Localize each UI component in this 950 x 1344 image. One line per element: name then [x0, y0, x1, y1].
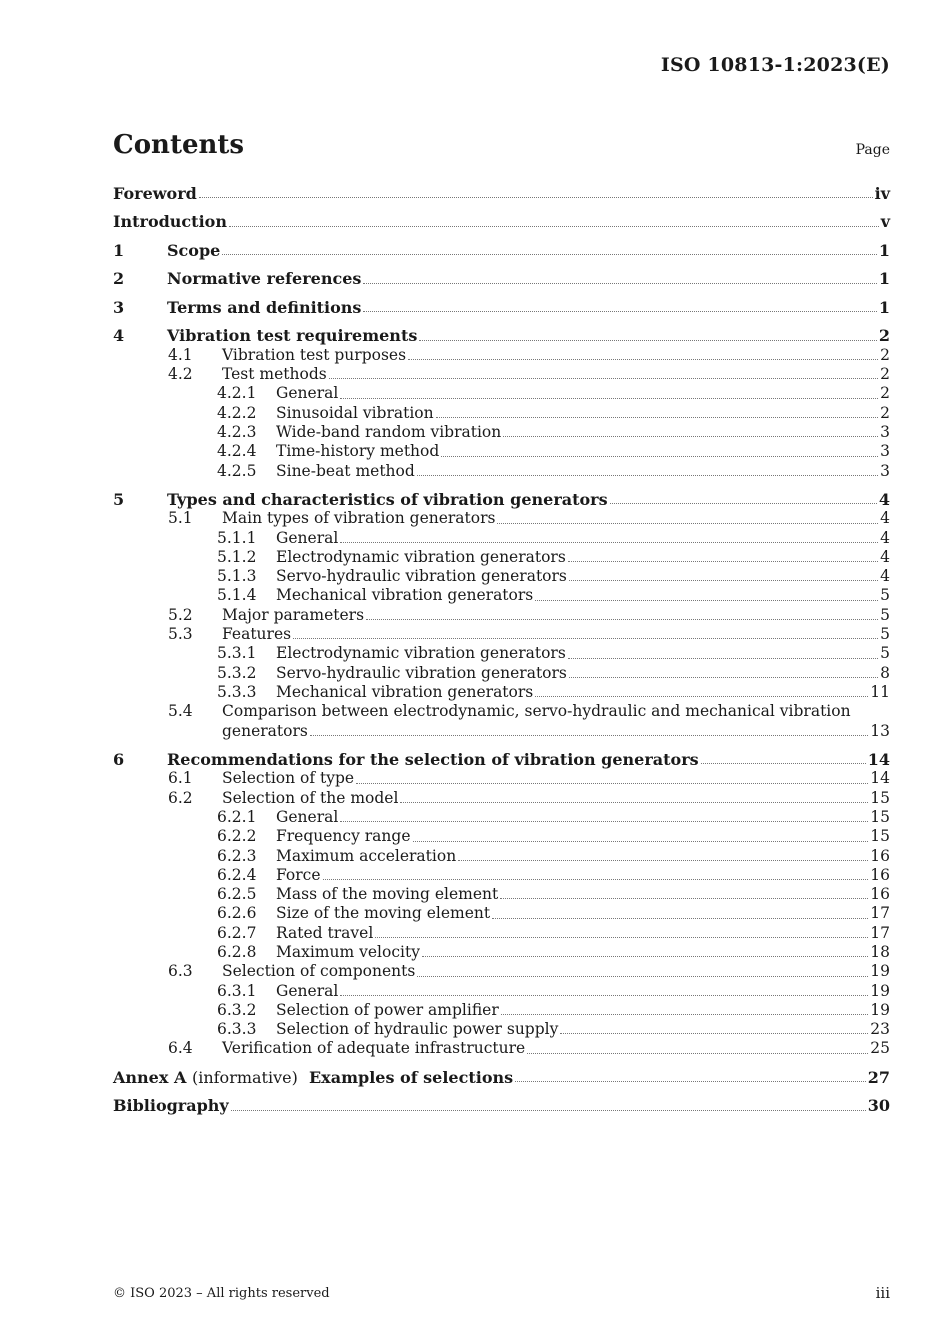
toc-entry-page: 3 — [880, 422, 890, 441]
toc-entry-page: 19 — [870, 1000, 890, 1019]
toc-entry[interactable] — [113, 625, 890, 644]
toc-entry[interactable] — [113, 1096, 890, 1115]
dot-leader — [229, 226, 879, 227]
toc-entry-title-continuation: generators — [222, 721, 308, 740]
toc-entry-page: 16 — [870, 846, 890, 865]
dot-leader — [701, 763, 866, 764]
toc-entry-page: 5 — [880, 625, 890, 644]
toc-entry-title: Foreword — [113, 184, 197, 203]
toc-entry-number: 5.3.2 — [217, 663, 257, 682]
dot-leader — [569, 677, 878, 678]
toc-entry-number: 1 — [113, 240, 125, 260]
toc-entry[interactable] — [113, 1039, 890, 1058]
dot-leader — [422, 956, 868, 957]
toc-entry[interactable] — [113, 423, 890, 442]
toc-entry-page: 16 — [870, 885, 890, 904]
toc-entry[interactable] — [113, 404, 890, 423]
toc-entry-title: General — [276, 384, 339, 403]
toc-entry-title: Introduction — [113, 212, 227, 232]
toc-entry-page: 27 — [867, 1067, 890, 1087]
toc-entry-page: 16 — [870, 865, 890, 884]
toc-entry-number: 5.1.4 — [217, 586, 257, 605]
toc-entry-title: Sinusoidal vibration — [276, 403, 434, 422]
toc-entry[interactable] — [113, 789, 890, 808]
toc-entry[interactable] — [113, 1068, 890, 1087]
dot-leader — [492, 918, 868, 919]
toc-entry[interactable] — [113, 808, 890, 827]
toc-entry-number: 6.2.7 — [217, 923, 257, 942]
toc-entry-title: Recommendations for the selection of vibration generators — [167, 750, 699, 770]
toc-entry-title: Selection of hydraulic power supply — [276, 1020, 559, 1039]
toc-entry-number: 6.2 — [168, 788, 193, 807]
dot-leader — [323, 879, 869, 880]
toc-entry-title: Frequency range — [276, 827, 411, 846]
toc-entry-number: 4.2 — [168, 365, 193, 384]
toc-entry-title: Features — [222, 625, 292, 644]
toc-entry-number: 4 — [113, 326, 125, 346]
dot-leader — [568, 658, 878, 659]
toc-entry-title: General — [276, 528, 339, 547]
toc-entry-title: Sine-beat method — [276, 461, 415, 480]
toc-entry-number: 5 — [113, 489, 125, 509]
toc-entry-page: 5 — [880, 644, 890, 663]
table-of-contents — [113, 184, 890, 1116]
toc-entry-number: 5.2 — [168, 605, 193, 624]
toc-entry-number: 6.2.2 — [217, 827, 257, 846]
toc-entry[interactable] — [113, 346, 890, 365]
dot-leader — [340, 995, 868, 996]
dot-leader — [222, 254, 877, 255]
dot-leader — [400, 802, 868, 803]
toc-entry-number: 5.3.3 — [217, 682, 257, 701]
toc-entry-page: 17 — [870, 904, 890, 923]
toc-entry-title: Vibration test requirements — [167, 326, 418, 346]
toc-entry-title: Time-history method — [276, 442, 440, 461]
toc-entry-title: Selection of type — [222, 769, 355, 788]
toc-entry[interactable] — [113, 298, 890, 317]
toc-entry-page: 14 — [867, 750, 890, 770]
toc-entry-page: 4 — [880, 567, 890, 586]
toc-entry-number: 3 — [113, 297, 125, 317]
toc-entry[interactable] — [113, 1020, 890, 1039]
dot-leader — [366, 619, 878, 620]
dot-leader — [356, 783, 868, 784]
toc-entry-page: 1 — [878, 269, 890, 289]
toc-entry[interactable] — [113, 769, 890, 788]
dot-leader — [503, 436, 878, 437]
toc-entry[interactable] — [113, 365, 890, 384]
toc-entry-page: 2 — [878, 326, 890, 346]
toc-entry[interactable] — [113, 462, 890, 481]
copyright-notice: © ISO 2023 – All rights reserved — [113, 1286, 330, 1301]
toc-entry-page: 13 — [870, 721, 890, 740]
toc-entry-title: Scope — [167, 240, 221, 260]
toc-entry-title: Main types of vibration generators — [222, 509, 496, 528]
dot-leader — [610, 503, 877, 504]
toc-entry[interactable] — [113, 904, 890, 923]
toc-entry-page: 18 — [870, 943, 890, 961]
dot-leader — [293, 638, 878, 639]
toc-entry-title: Mechanical vibration generators — [276, 586, 534, 605]
dot-leader — [375, 937, 868, 938]
toc-entry-number: 6.1 — [168, 769, 193, 788]
toc-entry[interactable] — [113, 548, 890, 567]
toc-entry-number: 6.2.6 — [217, 904, 257, 923]
toc-entry-page: 1 — [878, 240, 890, 260]
toc-entry[interactable] — [113, 683, 890, 702]
toc-entry-title: Selection of power amplifier — [276, 1000, 499, 1019]
toc-entry-number: 6.2.8 — [217, 943, 257, 961]
dot-leader — [458, 860, 868, 861]
annex-label: Annex A — [113, 1067, 187, 1087]
toc-entry-title: Comparison between electrodynamic, servo-hydraulic and mechanical vibration — [222, 702, 851, 721]
annex-note: (informative) — [191, 1067, 298, 1087]
dot-leader — [515, 1081, 866, 1082]
toc-entry[interactable] — [113, 1001, 890, 1020]
dot-leader — [340, 542, 878, 543]
toc-entry[interactable] — [113, 212, 890, 231]
toc-entry-page: 15 — [870, 807, 890, 826]
toc-entry-title: Major parameters — [222, 605, 365, 624]
toc-entry-title: Electrodynamic vibration generators — [276, 644, 566, 663]
dot-leader — [363, 283, 876, 284]
dot-leader — [501, 1014, 869, 1015]
toc-entry[interactable] — [113, 269, 890, 288]
toc-entry-page: 19 — [870, 962, 890, 981]
toc-entry[interactable] — [113, 885, 890, 904]
toc-entry-title: Servo-hydraulic vibration generators — [276, 567, 567, 586]
toc-entry-page: 4 — [880, 547, 890, 566]
document-id: ISO 10813-1:2023(E) — [660, 54, 890, 76]
toc-entry-title: Types and characteristics of vibration generators — [167, 489, 608, 509]
toc-entry-number: 6.2.1 — [217, 807, 257, 826]
toc-entry-title: Electrodynamic vibration generators — [276, 547, 566, 566]
toc-entry-number: 4.2.4 — [217, 442, 257, 461]
toc-entry-page: 1 — [878, 297, 890, 317]
toc-entry-page: 8 — [880, 663, 890, 682]
toc-entry-title: General — [276, 981, 339, 1000]
toc-entry-page: 2 — [880, 345, 890, 364]
toc-entry-title: Maximum velocity — [276, 943, 420, 961]
toc-entry[interactable] — [113, 384, 890, 403]
toc-entry-number: 5.1.1 — [217, 528, 257, 547]
dot-leader — [500, 898, 868, 899]
toc-entry-number: 4.1 — [168, 345, 193, 364]
toc-entry-title: Force — [276, 865, 321, 884]
toc-entry-number: 5.1.3 — [217, 567, 257, 586]
dot-leader — [329, 378, 878, 379]
dot-leader — [436, 417, 879, 418]
toc-entry[interactable] — [113, 943, 890, 962]
toc-entry[interactable] — [113, 529, 890, 548]
toc-entry-page: iv — [874, 184, 890, 203]
toc-entry-number: 6.2.3 — [217, 846, 257, 865]
contents-heading: Contents — [113, 130, 245, 160]
toc-entry[interactable] — [113, 982, 890, 1001]
dot-leader — [535, 696, 868, 697]
toc-entry-title: Mass of the moving element — [276, 885, 499, 904]
toc-entry-number: 5.3.1 — [217, 644, 257, 663]
dot-leader — [535, 600, 878, 601]
dot-leader — [199, 197, 873, 198]
dot-leader — [417, 475, 878, 476]
toc-entry-title: Bibliography — [113, 1096, 229, 1116]
toc-entry-page: 2 — [880, 365, 890, 384]
toc-entry-page: 5 — [880, 586, 890, 605]
toc-entry[interactable] — [113, 664, 890, 683]
toc-entry-number: 6.3.3 — [217, 1020, 257, 1039]
toc-entry-page: 11 — [870, 682, 890, 701]
toc-entry-page: 15 — [870, 827, 890, 846]
toc-entry-number: 4.2.1 — [217, 384, 257, 403]
toc-entry-page: 17 — [870, 923, 890, 942]
dot-leader — [340, 821, 868, 822]
toc-entry-page: 2 — [880, 403, 890, 422]
toc-entry-page: 4 — [878, 489, 890, 509]
toc-entry-title: Examples of selections — [308, 1067, 514, 1087]
dot-leader — [413, 841, 869, 842]
dot-leader — [408, 359, 878, 360]
toc-entry[interactable] — [113, 750, 890, 769]
toc-entry-page: 4 — [880, 509, 890, 528]
page-column-label: Page — [855, 142, 890, 158]
dot-leader — [340, 398, 878, 399]
toc-entry-number: 5.1 — [168, 509, 193, 528]
dot-leader — [441, 456, 878, 457]
toc-entry-title: Test methods — [222, 365, 327, 384]
toc-entry-number: 4.2.5 — [217, 461, 257, 480]
toc-entry-number: 6.2.4 — [217, 865, 257, 884]
toc-entry-page: 23 — [870, 1020, 890, 1039]
toc-entry-number: 2 — [113, 269, 125, 289]
dot-leader — [231, 1110, 866, 1111]
toc-entry-page: 4 — [880, 528, 890, 547]
toc-entry[interactable] — [113, 586, 890, 605]
dot-leader — [560, 1033, 868, 1034]
toc-entry-title: Wide-band random vibration — [276, 422, 502, 441]
toc-entry-page: 3 — [880, 461, 890, 480]
dot-leader — [527, 1053, 868, 1054]
toc-entry-title: Selection of the model — [222, 788, 399, 807]
toc-entry-page: 15 — [870, 788, 890, 807]
toc-entry[interactable] — [113, 962, 890, 981]
toc-entry[interactable] — [113, 326, 890, 345]
toc-entry[interactable] — [113, 241, 890, 260]
toc-entry-page: 5 — [880, 605, 890, 624]
toc-entry[interactable] — [113, 847, 890, 866]
toc-entry-number: 6.4 — [168, 1039, 193, 1058]
toc-entry-page: 14 — [870, 769, 890, 788]
toc-entry-title: Normative references — [167, 269, 362, 289]
toc-entry-title: Terms and definitions — [167, 297, 362, 317]
page-number: iii — [875, 1284, 890, 1302]
toc-entry-number: 6 — [113, 750, 125, 770]
toc-entry[interactable] — [113, 606, 890, 625]
toc-entry-number: 6.2.5 — [217, 885, 257, 904]
toc-entry[interactable] — [113, 827, 890, 846]
toc-entry-title: Maximum acceleration — [276, 846, 457, 865]
toc-entry-title: Rated travel — [276, 923, 374, 942]
toc-entry[interactable] — [113, 442, 890, 461]
dot-leader — [363, 311, 876, 312]
toc-entry-title: Servo-hydraulic vibration generators — [276, 663, 567, 682]
toc-entry[interactable] — [113, 702, 890, 741]
dot-leader — [310, 735, 868, 736]
toc-entry[interactable] — [113, 924, 890, 943]
toc-entry-page: 3 — [880, 442, 890, 461]
toc-entry[interactable] — [113, 509, 890, 528]
toc-entry-title: Verification of adequate infrastructure — [222, 1039, 526, 1058]
dot-leader — [417, 976, 868, 977]
toc-entry-number: 6.3.2 — [217, 1000, 257, 1019]
toc-entry[interactable] — [113, 490, 890, 509]
dot-leader — [569, 580, 878, 581]
dot-leader — [497, 523, 878, 524]
toc-entry-number: 5.3 — [168, 625, 193, 644]
toc-entry-title: General — [276, 807, 339, 826]
toc-entry-title: Selection of components — [222, 962, 416, 981]
toc-entry-title: Size of the moving element — [276, 904, 491, 923]
toc-entry-number: 5.4 — [168, 702, 193, 721]
toc-entry-title: Mechanical vibration generators — [276, 682, 534, 701]
toc-entry-number: 6.3 — [168, 962, 193, 981]
toc-entry[interactable] — [113, 866, 890, 885]
toc-entry-title: Vibration test purposes — [222, 345, 407, 364]
toc-entry[interactable] — [113, 567, 890, 586]
toc-entry-number: 4.2.2 — [217, 403, 257, 422]
toc-entry-page: 25 — [870, 1039, 890, 1058]
toc-entry-number: 5.1.2 — [217, 547, 257, 566]
toc-entry-page: 2 — [880, 384, 890, 403]
dot-leader — [419, 340, 877, 341]
toc-entry-number: 6.3.1 — [217, 981, 257, 1000]
toc-entry[interactable] — [113, 644, 890, 663]
toc-entry[interactable] — [113, 184, 890, 203]
toc-entry-page: v — [880, 212, 890, 232]
toc-entry-number: 4.2.3 — [217, 422, 257, 441]
toc-entry-page: 30 — [867, 1096, 890, 1116]
dot-leader — [568, 561, 878, 562]
toc-entry-page: 19 — [870, 981, 890, 1000]
